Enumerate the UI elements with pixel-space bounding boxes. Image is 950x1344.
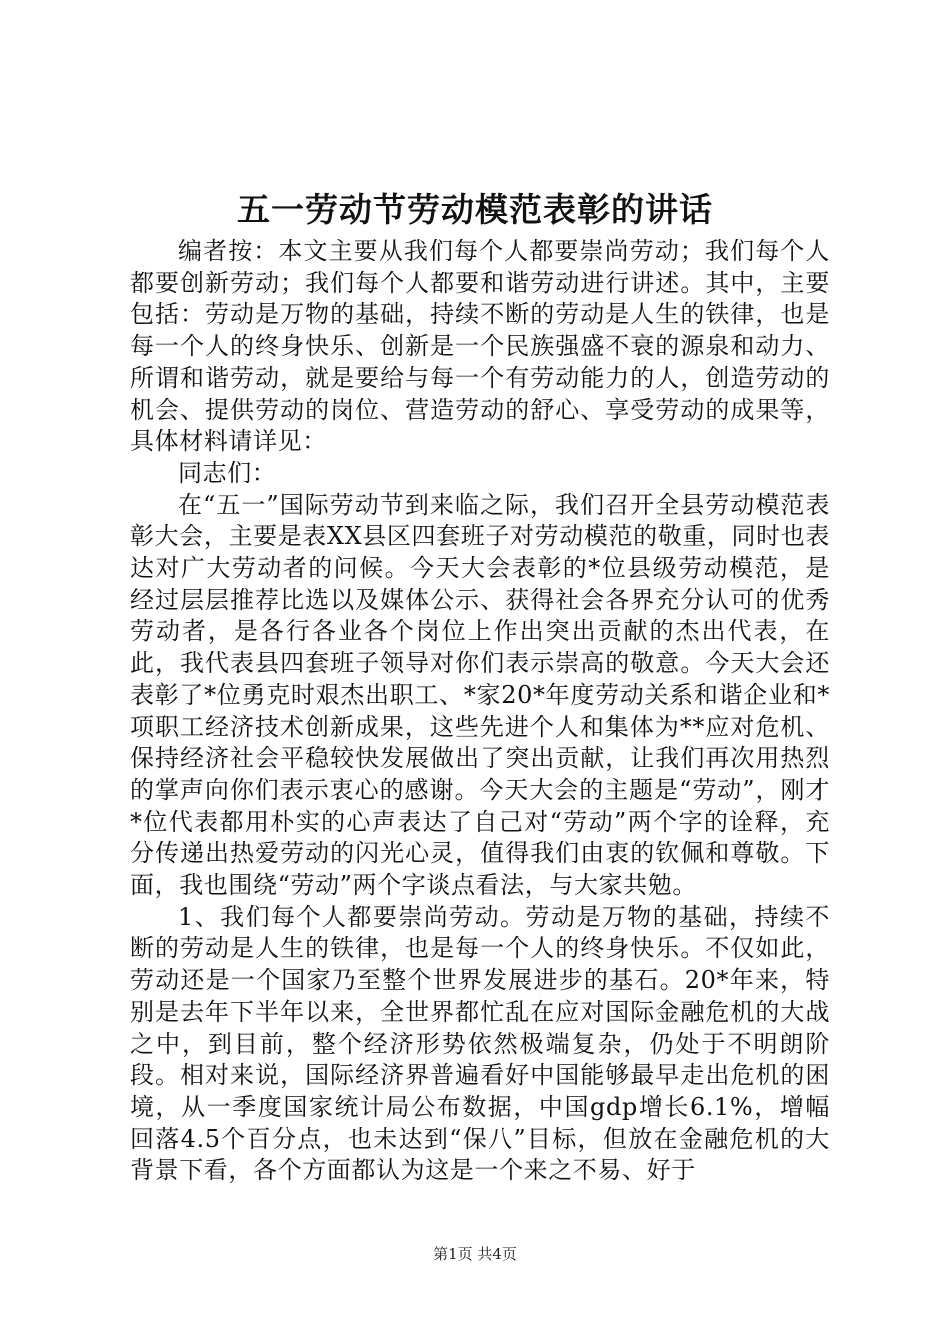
opening-paragraph: 在“五一”国际劳动节到来临之际，我们召开全县劳动模范表彰大会，主要是表XX县区四套班子对劳动模范的敬重，同时也表达对广大劳动者的问候。今天大会表彰的*位县级劳动模范，是经过层层推荐比选以及媒体公示、获得社会各界充分认可的优秀劳动者，是各行各业各个岗位上作出突出贡献的杰出代表，在此，我代表县四套班子领导对你们表示崇高的敬意。今天大会还表彰了*位勇克时艰杰出职工、*家20*年度劳动关系和谐企业和*项职工经济技术创新成果，这些先进个人和集体为**应对危机、保持经济社会平稳较快发展做出了突出贡献，让我们再次用热烈的掌声向你们表示衷心的感谢。今天大会的主题是“劳动”，刚才*位代表都用朴实的心声表达了自己对“劳动”两个字的诠释，充分传递出热爱劳动的闪光心灵，值得我们由衷的钦佩和尊敬。下面，我也围绕“劳动”两个字谈点看法，与大家共勉。 — [130, 490, 830, 900]
salutation-paragraph: 同志们： — [178, 458, 277, 487]
page-number-footer: 第1页 共4页 — [433, 1245, 517, 1263]
document-body — [130, 236, 830, 1187]
document-title: 五一劳动节劳动模范表彰的讲话 — [237, 190, 713, 229]
editor-note-paragraph: 编者按：本文主要从我们每个人都要崇尚劳动；我们每个人都要创新劳动；我们每个人都要和谐劳动进行讲述。其中，主要包括：劳动是万物的基础，持续不断的劳动是人生的铁律，也是每一个人的终身快乐、创新是一个民族强盛不衰的源泉和动力、所谓和谐劳动，就是要给与每一个有劳动能力的人，创造劳动的机会、提供劳动的岗位、营造劳动的舒心、享受劳动的成果等，具体材料请详见： — [130, 237, 830, 456]
section-one-paragraph: 1、我们每个人都要崇尚劳动。劳动是万物的基础，持续不断的劳动是人生的铁律，也是每一个人的终身快乐。不仅如此，劳动还是一个国家乃至整个世界发展进步的基石。20*年来，特别是去年下半年以来，全世界都忙乱在应对国际金融危机的大战之中，到目前，整个经济形势依然极端复杂，仍处于不明朗阶段。相对来说，国际经济界普遍看好中国能够最早走出危机的困境，从一季度国家统计局公布数据，中国gdp增长6.1%，增幅回落4.5个百分点，也未达到“保八”目标，但放在金融危机的大背景下看，各个方面都认为这是一个来之不易、好于 — [130, 902, 830, 1185]
